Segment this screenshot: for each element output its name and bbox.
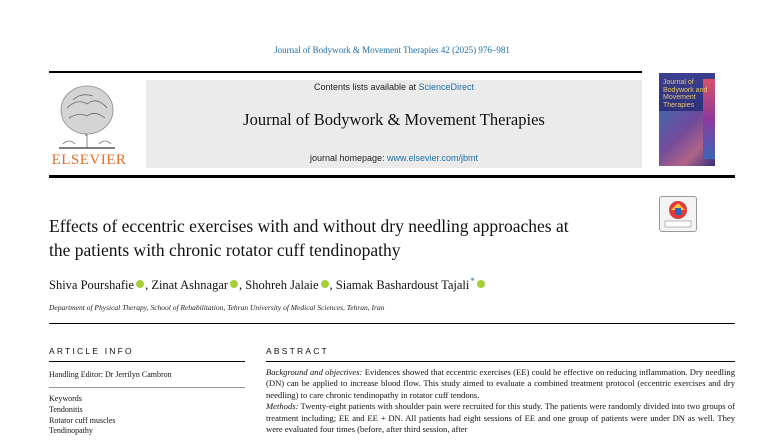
abstract-background-text: Evidences showed that eccentric exercises (EE) could be effective on reducing inflammation. Dry needling (DN) can be applied to increase blood flow. This study aimed to evaluate a combined treatment protocol (eccentric exercises and dry needling) to care chronic tendinopathy in rotator cuff tendons. (266, 367, 736, 400)
article-title-line-1: Effects of eccentric exercises with and without dry needling approaches at (49, 216, 569, 236)
abstract-heading: ABSTRACT (266, 346, 329, 356)
keyword-item: Tendonitis (49, 405, 83, 414)
check-for-updates-badge[interactable] (659, 196, 697, 232)
author-name[interactable]: Siamak Bashardoust Tajali (335, 278, 470, 292)
abstract-background-label: Background and objectives: (266, 367, 363, 377)
check-for-updates-icon (660, 197, 696, 231)
article-title (49, 214, 649, 262)
section-rule (49, 323, 735, 324)
abstract-methods-label: Methods: (266, 401, 299, 412)
handling-editor: Handling Editor: Dr Jerrilyn Cambron (49, 370, 172, 379)
abstract-methods-text: Twenty-eight patients with shoulder pain were recruited for this study. The patients were randomly divided into two groups of treatment including; EE and EE + DN. All patients had eight sessions of EE and one group of patients were under DN as well. They were evaluated four times (before, after third session, after (266, 401, 735, 435)
journal-name[interactable]: Journal of Bodywork & Movement Therapies (243, 110, 545, 129)
author-affiliation: Department of Physical Therapy, School of Rehabilitation, Tehran University of Medical Sciences, Tehran, Iran (49, 303, 385, 312)
sciencedirect-link[interactable]: ScienceDirect (418, 82, 475, 92)
author-list: Shiva Pourshafie , Zinat Ashnagar , Shohreh Jalaie , Siamak Bashardoust Tajali* (49, 276, 486, 293)
article-info-heading: ARTICLE INFO (49, 346, 134, 356)
contents-line (146, 82, 642, 92)
author-name[interactable]: Zinat Ashnagar (151, 278, 229, 292)
header-bottom-rule (49, 175, 735, 178)
abstract-body (266, 367, 735, 435)
elsevier-wordmark[interactable]: ELSEVIER (51, 152, 127, 168)
author-name[interactable]: Shohreh Jalaie (245, 278, 319, 292)
homepage-line (146, 153, 642, 163)
homepage-link[interactable]: www.elsevier.com/jbmt (387, 153, 479, 163)
contents-prefix: Contents lists available at (313, 82, 419, 92)
cover-title: Journal of Bodywork and Movement Therapies (663, 79, 708, 109)
author-name[interactable]: Shiva Pourshafie (49, 278, 135, 292)
journal-citation[interactable]: Journal of Bodywork & Movement Therapies 42 (2025) 976–981 (274, 45, 510, 55)
article-info-rule (49, 361, 245, 362)
article-title-line-2: the patients with chronic rotator cuff tendinopathy (49, 240, 401, 260)
orcid-icon[interactable] (230, 280, 238, 288)
abstract-rule (266, 361, 735, 362)
homepage-prefix: journal homepage: (309, 153, 388, 163)
keywords-rule (49, 387, 245, 388)
header-rule (49, 71, 642, 73)
keyword-list (49, 405, 116, 437)
keyword-item: Rotator cuff muscles (49, 415, 116, 425)
orcid-icon[interactable] (136, 280, 144, 288)
journal-cover-thumbnail[interactable] (659, 73, 715, 166)
keywords-heading: Keywords (49, 394, 82, 403)
keyword-item: Tendinopathy (49, 426, 93, 435)
orcid-icon[interactable] (477, 280, 485, 288)
orcid-icon[interactable] (321, 280, 329, 288)
corresponding-author-mark[interactable]: * (470, 276, 475, 286)
